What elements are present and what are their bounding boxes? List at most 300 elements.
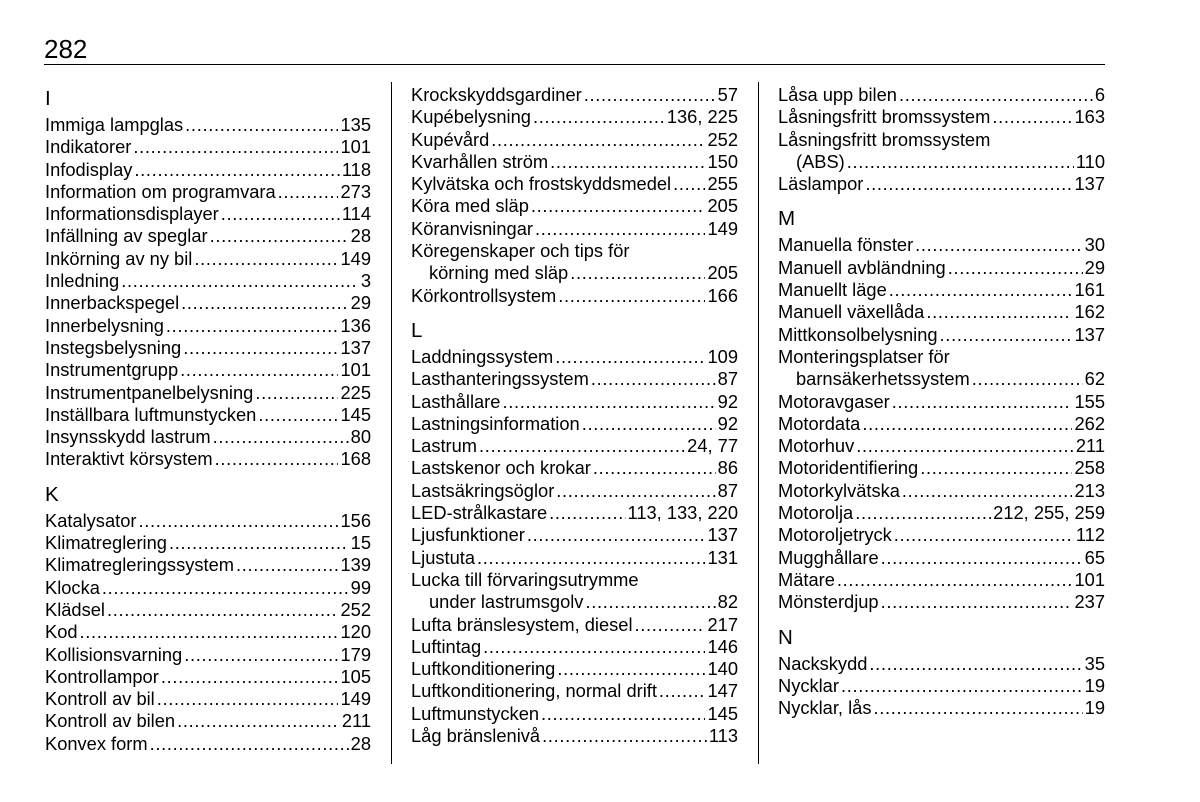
index-entry <box>778 675 1105 697</box>
section-gap <box>778 614 1105 623</box>
index-column-1 <box>45 84 371 755</box>
entry-page-ref: 82 <box>717 591 738 613</box>
index-entry <box>411 151 738 173</box>
entry-term: Låsningsfritt bromssystem <box>778 106 991 128</box>
dot-leader <box>155 688 339 710</box>
entry-term: Kollisionsvarning <box>45 643 183 665</box>
index-entry <box>411 129 738 151</box>
entry-term: Kvarhållen ström <box>411 150 549 172</box>
dot-leader <box>179 292 349 314</box>
index-entry <box>411 368 738 390</box>
entry-term: Infällning av speglar <box>45 225 208 247</box>
dot-leader <box>671 173 705 195</box>
entry-term: Luftintag <box>411 635 482 657</box>
entry-page-ref: 213 <box>1074 479 1105 501</box>
index-entry-heading: Monteringsplatser för <box>778 345 950 367</box>
entry-term: Mugghållare <box>778 546 879 568</box>
index-entry <box>45 710 371 732</box>
section-letter: L <box>411 318 423 342</box>
index-entry <box>411 547 738 569</box>
entry-page-ref: 109 <box>707 345 738 367</box>
entry-page-ref: 166 <box>707 284 738 306</box>
entry-term: Motorkylvätska <box>778 479 900 501</box>
dot-leader <box>556 285 705 307</box>
dot-leader <box>533 218 706 240</box>
index-entry <box>45 225 371 247</box>
entry-term: Lufta bränslesystem, diesel <box>411 613 633 635</box>
index-entry <box>411 413 738 435</box>
index-entry <box>45 136 371 158</box>
entry-term: Ljustuta <box>411 546 476 568</box>
index-entry <box>45 359 371 381</box>
entry-page-ref: 112 <box>1075 524 1105 546</box>
section-letter: N <box>778 625 793 649</box>
entry-page-ref: 156 <box>340 509 371 531</box>
index-entry <box>45 248 371 270</box>
index-entry <box>45 688 371 710</box>
entry-page-ref: 140 <box>707 658 738 680</box>
entry-term: Motorolja <box>778 502 854 524</box>
entry-page-ref: 118 <box>341 158 371 180</box>
dot-leader <box>234 554 339 576</box>
entry-term: Luftkonditionering <box>411 658 556 680</box>
entry-term: Kupévård <box>411 128 490 150</box>
entry-term: Körkontrollsystem <box>411 284 557 306</box>
entry-page-ref: 101 <box>1074 568 1105 590</box>
entry-page-ref: 252 <box>707 128 738 150</box>
entry-term: (ABS) <box>796 150 845 172</box>
entry-term: Motorhuv <box>778 435 855 457</box>
entry-term: körning med släp <box>429 262 569 284</box>
entry-page-ref: 19 <box>1084 697 1105 719</box>
entry-term: Instrumentpanelbelysning <box>45 381 254 403</box>
entry-page-ref: 137 <box>340 336 371 358</box>
dot-leader <box>529 195 706 217</box>
dot-leader <box>164 315 339 337</box>
index-entry <box>778 569 1105 591</box>
dot-leader <box>591 457 716 479</box>
index-entry <box>778 480 1105 502</box>
entry-term: Instrumentgrupp <box>45 359 179 381</box>
dot-leader <box>863 173 1072 195</box>
entry-page-ref: 273 <box>340 180 371 202</box>
entry-term: Mittkonsolbelysning <box>778 323 938 345</box>
index-entry-heading: Köregenskaper och tips för <box>411 240 630 262</box>
entry-page-ref: 87 <box>717 479 738 501</box>
index-entry <box>45 532 371 554</box>
entry-page-ref: 120 <box>340 621 371 643</box>
entry-term: Katalysator <box>45 509 137 531</box>
dot-leader <box>219 203 340 225</box>
entry-term: barnsäkerhetssystem <box>796 368 970 390</box>
dot-leader <box>871 697 1082 719</box>
dot-leader <box>213 448 339 470</box>
entry-term: Nycklar, lås <box>778 697 872 719</box>
dot-leader <box>211 426 349 448</box>
entry-term: Klimatreglering <box>45 532 167 554</box>
entry-page-ref: 149 <box>340 247 371 269</box>
entry-term: Köranvisningar <box>411 217 533 239</box>
entry-page-ref: 255 <box>707 173 738 195</box>
dot-leader <box>835 569 1073 591</box>
index-entry <box>45 577 371 599</box>
index-entry <box>778 106 1105 128</box>
dot-leader <box>887 279 1073 301</box>
index-entry <box>411 173 738 195</box>
entry-page-ref: 80 <box>350 426 371 448</box>
entry-term: Krockskyddsgardiner <box>411 84 582 105</box>
entry-page-ref: 136 <box>340 314 371 336</box>
entry-term: Luftkonditionering, normal drift <box>411 680 657 702</box>
entry-page-ref: 179 <box>340 643 371 665</box>
entry-term: Mönsterdjup <box>778 591 879 613</box>
entry-term: Lasthållare <box>411 390 501 412</box>
dot-leader <box>897 84 1093 106</box>
dot-leader <box>178 359 338 381</box>
dot-leader <box>890 391 1073 413</box>
index-entry <box>411 195 738 217</box>
entry-page-ref: 137 <box>707 524 738 546</box>
entry-page-ref: 105 <box>340 665 371 687</box>
index-entry <box>411 106 738 128</box>
entry-page-ref: 225 <box>340 381 371 403</box>
entry-page-ref: 15 <box>350 532 371 554</box>
section-letter: I <box>45 87 51 110</box>
entry-page-ref: 24, 77 <box>687 435 738 457</box>
entry-term: Klocka <box>45 576 100 598</box>
index-entry <box>45 114 371 136</box>
entry-page-ref: 113, 133, 220 <box>627 502 738 524</box>
entry-term: Insynsskydd lastrum <box>45 426 211 448</box>
section-letter: M <box>778 207 796 231</box>
index-entry-heading: Låsningsfritt bromssystem <box>778 128 991 150</box>
index-entry <box>778 653 1105 675</box>
entry-page-ref: 101 <box>340 359 371 381</box>
dot-leader <box>539 703 705 725</box>
dot-leader <box>540 725 707 747</box>
dot-leader <box>633 614 706 636</box>
entry-page-ref: 28 <box>350 732 371 754</box>
section-gap <box>45 471 371 480</box>
entry-page-ref: 211 <box>341 710 371 732</box>
entry-term: Kontrollampor <box>45 665 159 687</box>
entry-term: Infodisplay <box>45 158 133 180</box>
entry-page-ref: 99 <box>350 576 371 598</box>
dot-leader <box>547 502 625 524</box>
dot-leader <box>568 262 705 284</box>
entry-term: Lastskenor och krokar <box>411 457 591 479</box>
dot-leader <box>839 675 1083 697</box>
entry-term: Konvex form <box>45 732 148 754</box>
index-entry <box>778 413 1105 435</box>
entry-page-ref: 65 <box>1084 546 1105 568</box>
index-entry <box>778 435 1105 457</box>
entry-page-ref: 237 <box>1074 591 1105 613</box>
section-letter: K <box>45 482 59 506</box>
index-entry <box>411 262 738 284</box>
dot-leader <box>555 658 705 680</box>
index-entry <box>411 391 738 413</box>
index-entry <box>411 218 738 240</box>
entry-term: Kontroll av bil <box>45 688 155 710</box>
index-entry <box>411 658 738 680</box>
index-entry <box>45 292 371 314</box>
entry-page-ref: 3 <box>360 270 371 292</box>
index-entry <box>411 524 738 546</box>
dot-leader <box>582 84 716 106</box>
header-rule <box>44 64 1105 65</box>
dot-leader <box>938 324 1073 346</box>
index-entry <box>411 457 738 479</box>
dot-leader <box>475 547 705 569</box>
entry-page-ref: 131 <box>707 546 738 568</box>
index-entry <box>778 173 1105 195</box>
index-column-2 <box>411 84 738 747</box>
column-divider <box>391 82 392 764</box>
entry-page-ref: 29 <box>350 292 371 314</box>
dot-leader <box>548 151 705 173</box>
index-entry <box>411 636 738 658</box>
index-entry <box>411 435 738 457</box>
entry-page-ref: 57 <box>717 84 738 105</box>
entry-page-ref: 86 <box>717 457 738 479</box>
index-entry <box>45 337 371 359</box>
entry-page-ref: 161 <box>1074 279 1105 301</box>
entry-term: Laddningssystem <box>411 345 554 367</box>
entry-term: Indikatorer <box>45 136 132 158</box>
entry-term: Lastsäkringsöglor <box>411 479 555 501</box>
index-entry <box>411 614 738 636</box>
section-gap <box>778 195 1105 204</box>
entry-page-ref: 258 <box>1074 457 1105 479</box>
entry-term: Inkörning av ny bil <box>45 247 193 269</box>
dot-leader <box>136 510 338 532</box>
entry-page-ref: 162 <box>1074 301 1105 323</box>
entry-page-ref: 211 <box>1075 435 1105 457</box>
dot-leader <box>525 524 706 546</box>
dot-leader <box>175 710 340 732</box>
entry-page-ref: 19 <box>1084 674 1105 696</box>
entry-term: Klimatregleringssystem <box>45 554 234 576</box>
index-entry <box>45 448 371 470</box>
dot-leader <box>183 114 338 136</box>
entry-page-ref: 217 <box>707 613 738 635</box>
index-entry <box>411 285 738 307</box>
entry-page-ref: 101 <box>340 136 371 158</box>
entry-page-ref: 149 <box>707 217 738 239</box>
entry-page-ref: 212, 255, 259 <box>993 502 1105 524</box>
entry-page-ref: 136, 225 <box>666 106 738 128</box>
dot-leader <box>879 547 1083 569</box>
index-entry <box>411 480 738 502</box>
dot-leader <box>913 234 1083 256</box>
dot-leader <box>182 644 338 666</box>
entry-page-ref: 149 <box>340 688 371 710</box>
dot-leader <box>867 653 1082 675</box>
dot-leader <box>589 368 716 390</box>
entry-page-ref: 30 <box>1084 234 1105 256</box>
dot-leader <box>879 591 1073 613</box>
index-entry <box>778 697 1105 719</box>
entry-term: Innerbackspegel <box>45 292 180 314</box>
entry-term: Kontroll av bilen <box>45 710 176 732</box>
entry-page-ref: 146 <box>707 635 738 657</box>
entry-page-ref: 262 <box>1074 412 1105 434</box>
dot-leader <box>924 301 1072 323</box>
dot-leader <box>900 480 1073 502</box>
entry-page-ref: 137 <box>1074 173 1105 195</box>
dot-leader <box>845 151 1074 173</box>
entry-page-ref: 110 <box>1075 150 1105 172</box>
index-entry <box>45 181 371 203</box>
dot-leader <box>181 337 338 359</box>
entry-page-ref: 145 <box>707 702 738 724</box>
entry-term: Luftmunstycken <box>411 702 540 724</box>
index-entry <box>778 524 1105 546</box>
entry-page-ref: 155 <box>1074 390 1105 412</box>
dot-leader <box>553 346 705 368</box>
dot-leader <box>860 413 1072 435</box>
entry-page-ref: 205 <box>707 262 738 284</box>
dot-leader <box>100 577 349 599</box>
entry-term: Kod <box>45 621 78 643</box>
entry-page-ref: 150 <box>707 150 738 172</box>
dot-leader <box>500 391 715 413</box>
entry-term: Informationsdisplayer <box>45 203 219 225</box>
entry-page-ref: 62 <box>1084 368 1105 390</box>
entry-page-ref: 168 <box>340 448 371 470</box>
dot-leader <box>132 159 339 181</box>
index-entry <box>778 368 1105 390</box>
entry-term: Inställbara luftmunstycken <box>45 403 257 425</box>
entry-term: Klädsel <box>45 598 105 620</box>
dot-leader <box>131 136 338 158</box>
index-entry <box>778 84 1105 106</box>
entry-term: Lasthanteringssystem <box>411 368 589 390</box>
index-entry <box>45 733 371 755</box>
dot-leader <box>119 270 359 292</box>
dot-leader <box>854 435 1074 457</box>
column-divider <box>758 82 759 764</box>
index-entry <box>45 159 371 181</box>
dot-leader <box>105 599 339 621</box>
index-entry <box>45 554 371 576</box>
index-entry <box>45 510 371 532</box>
dot-leader <box>531 106 665 128</box>
index-entry <box>45 666 371 688</box>
dot-leader <box>477 435 685 457</box>
dot-leader <box>159 666 339 688</box>
entry-term: Nycklar <box>778 674 839 696</box>
dot-leader <box>148 733 349 755</box>
index-entry <box>45 315 371 337</box>
dot-leader <box>990 106 1072 128</box>
entry-term: Immiga lampglas <box>45 114 184 135</box>
entry-term: Mätare <box>778 568 835 590</box>
entry-page-ref: 92 <box>717 412 738 434</box>
index-entry <box>778 151 1105 173</box>
index-entry <box>45 404 371 426</box>
dot-leader <box>208 225 349 247</box>
entry-page-ref: 163 <box>1074 106 1105 128</box>
index-entry <box>778 391 1105 413</box>
index-entry <box>778 324 1105 346</box>
index-entry <box>411 346 738 368</box>
entry-term: Kylvätska och frostskyddsmedel <box>411 173 672 195</box>
entry-term: Köra med släp <box>411 195 529 217</box>
dot-leader <box>481 636 705 658</box>
entry-page-ref: 145 <box>340 403 371 425</box>
index-entry <box>778 279 1105 301</box>
dot-leader <box>918 457 1072 479</box>
index-entry <box>45 203 371 225</box>
entry-term: Ljusfunktioner <box>411 524 525 546</box>
dot-leader <box>192 248 338 270</box>
entry-page-ref: 147 <box>707 680 738 702</box>
index-entry <box>411 703 738 725</box>
entry-page-ref: 113 <box>708 725 738 747</box>
index-entry <box>778 257 1105 279</box>
entry-page-ref: 87 <box>717 368 738 390</box>
entry-page-ref: 92 <box>717 390 738 412</box>
dot-leader <box>970 368 1083 390</box>
dot-leader <box>853 502 991 524</box>
entry-term: Nackskydd <box>778 652 868 674</box>
entry-term: Lastningsinformation <box>411 412 580 434</box>
entry-page-ref: 252 <box>340 598 371 620</box>
entry-term: Låsa upp bilen <box>778 84 897 105</box>
index-entry <box>411 502 738 524</box>
entry-term: Lastrum <box>411 435 478 457</box>
dot-leader <box>583 591 715 613</box>
index-entry <box>45 426 371 448</box>
entry-term: Instegsbelysning <box>45 336 182 358</box>
entry-term: under lastrumsgolv <box>429 591 584 613</box>
entry-page-ref: 137 <box>1074 323 1105 345</box>
entry-term: Innerbelysning <box>45 314 164 336</box>
dot-leader <box>554 480 715 502</box>
entry-term: Motordata <box>778 412 861 434</box>
entry-term: Manuella fönster <box>778 234 914 256</box>
dot-leader <box>892 524 1074 546</box>
index-entry <box>778 591 1105 613</box>
dot-leader <box>167 532 349 554</box>
page-number: 282 <box>44 34 88 64</box>
dot-leader <box>78 621 339 643</box>
index-entry <box>45 599 371 621</box>
dot-leader <box>657 680 706 702</box>
index-entry-heading: Lucka till förvaringsutrymme <box>411 568 639 590</box>
entry-page-ref: 139 <box>340 554 371 576</box>
entry-page-ref: 29 <box>1084 256 1105 278</box>
entry-term: Manuellt läge <box>778 279 887 301</box>
section-gap <box>411 307 738 316</box>
entry-term: Motoridentifiering <box>778 457 919 479</box>
index-column-3 <box>778 84 1105 719</box>
dot-leader <box>253 382 338 404</box>
entry-term: Motoroljetryck <box>778 524 892 546</box>
entry-page-ref: 28 <box>350 225 371 247</box>
index-entry <box>778 457 1105 479</box>
index-entry <box>411 84 738 106</box>
index-entry <box>778 301 1105 323</box>
index-entry <box>411 680 738 702</box>
entry-page-ref: 205 <box>707 195 738 217</box>
dot-leader <box>256 404 338 426</box>
entry-term: Kupébelysning <box>411 106 531 128</box>
index-entry <box>45 621 371 643</box>
entry-term: Inledning <box>45 270 120 292</box>
